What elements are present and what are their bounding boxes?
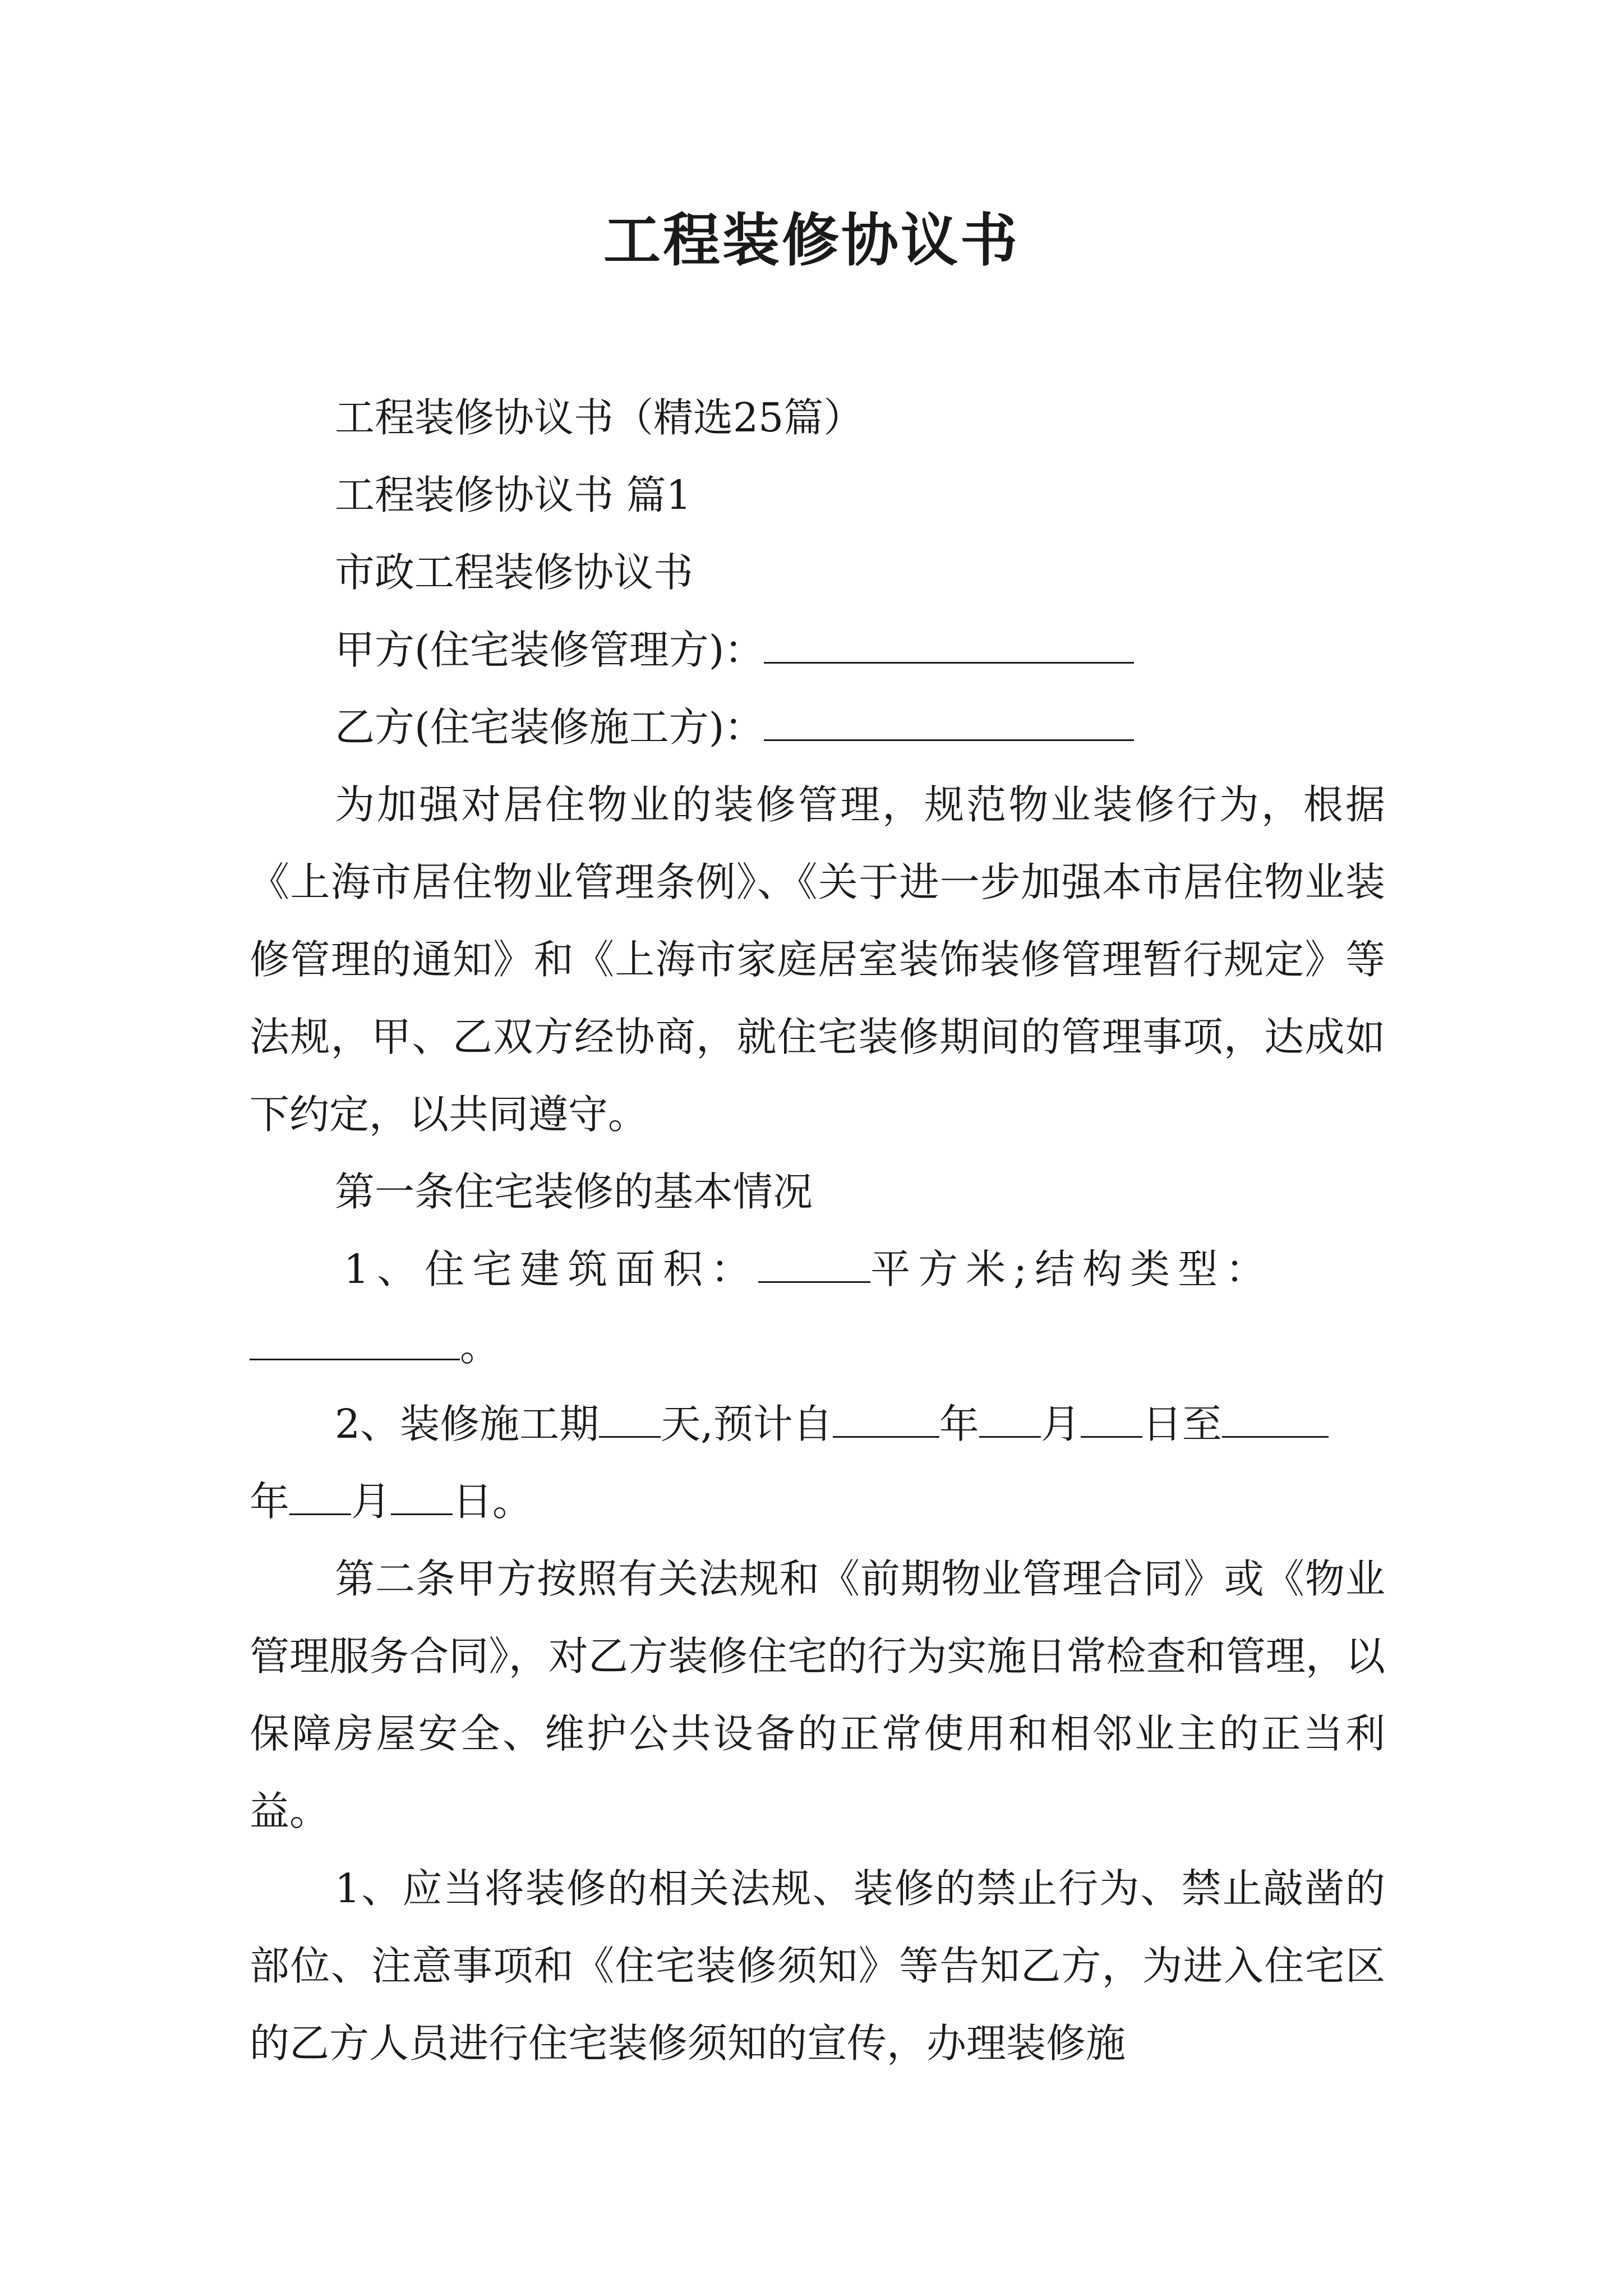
party-a-label: 甲方(住宅装修管理方)： bbox=[335, 627, 764, 673]
party-a-line bbox=[250, 611, 1385, 689]
area-blank[interactable] bbox=[758, 1242, 870, 1283]
article1-item1 bbox=[250, 1231, 1385, 1386]
item2-end-day: 日。 bbox=[453, 1478, 533, 1525]
party-a-blank[interactable] bbox=[764, 623, 1134, 664]
article1-heading: 第一条住宅装修的基本情况 bbox=[335, 1168, 813, 1215]
end-day-blank[interactable] bbox=[391, 1474, 453, 1515]
article2-paragraph: 第二条甲方按照有关法规和《前期物业管理合同》或《物业管理服务合同》，对乙方装修住宅的行为实施日常检查和管理，以保障房屋安全、维护公共设备的正常使用和相邻业主的正当利益。 bbox=[250, 1556, 1385, 1834]
item1-end: 。 bbox=[460, 1323, 508, 1370]
item1-label: 1、住宅建筑面积： bbox=[344, 1246, 759, 1292]
structure-type-blank[interactable] bbox=[250, 1319, 460, 1360]
party-b-line bbox=[250, 689, 1385, 766]
party-b-blank[interactable] bbox=[764, 700, 1134, 741]
party-b-label: 乙方(住宅装修施工方)： bbox=[335, 704, 764, 751]
end-year-blank[interactable] bbox=[1222, 1397, 1329, 1438]
article2-item1: 1、应当将装修的相关法规、装修的禁止行为、禁止敲凿的部位、注意事项和《住宅装修须知》等告知乙方，为进入住宅区的乙方人员进行住宅装修须知的宣传，办理装修施 bbox=[250, 1865, 1385, 2067]
item2-label: 2、装修施工期 bbox=[335, 1401, 600, 1447]
agreement-name: 市政工程装修协议书 bbox=[335, 549, 694, 596]
start-day-blank[interactable] bbox=[1081, 1397, 1142, 1438]
section-heading: 工程装修协议书 篇1 bbox=[335, 472, 691, 518]
item2-year: 年 bbox=[939, 1401, 979, 1447]
start-month-blank[interactable] bbox=[979, 1397, 1041, 1438]
intro-paragraph: 为加强对居住物业的装修管理，规范物业装修行为，根据《上海市居住物业管理条例》、《关于进一步加强本市居住物业装修管理的通知》和《上海市家庭居室装饰装修管理暂行规定》等法规，甲、乙双方经协商，就住宅装修期间的管理事项，达成如下约定，以共同遵守。 bbox=[250, 781, 1385, 1138]
days-blank[interactable] bbox=[599, 1397, 661, 1438]
item2-to: 日至 bbox=[1142, 1401, 1222, 1447]
document-subtitle: 工程装修协议书（精选25篇） bbox=[335, 394, 864, 441]
item2-end-month: 月 bbox=[351, 1478, 391, 1525]
document-body bbox=[250, 379, 1385, 2082]
item2-end-year: 年 bbox=[250, 1478, 290, 1525]
item1-unit: 平方米;结构类型： bbox=[870, 1246, 1274, 1292]
item2-from: 天,预计自 bbox=[661, 1401, 833, 1447]
article1-item2 bbox=[250, 1386, 1385, 1540]
end-month-blank[interactable] bbox=[289, 1474, 351, 1515]
start-year-blank[interactable] bbox=[833, 1397, 939, 1438]
item2-month: 月 bbox=[1040, 1401, 1081, 1447]
document-title: 工程装修协议书 bbox=[603, 208, 1020, 274]
